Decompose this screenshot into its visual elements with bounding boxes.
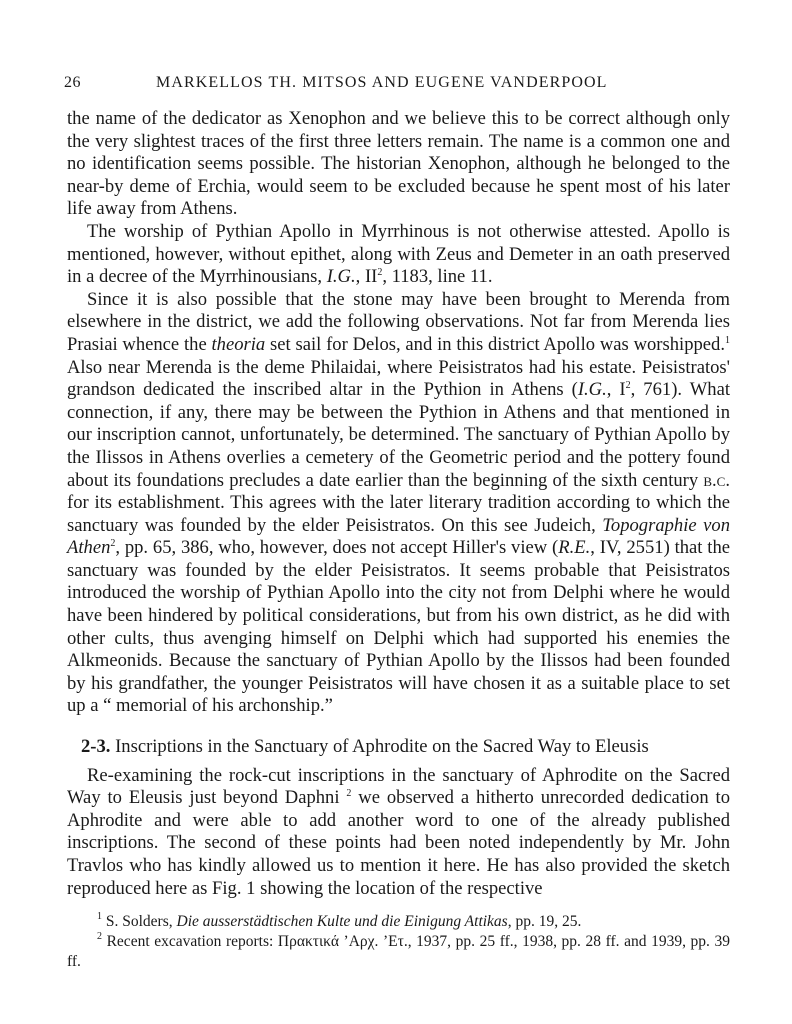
footnote-1: $^1$ S. Solders, Die ausserstädtischen Kulte und die Einigung Attikas, pp. 19, 25.	[97, 911, 582, 930]
footnote-marker: 2	[346, 788, 352, 800]
paragraph: the name of the dedicator as Xenophon and we believe this to be correct although only the very slightest traces of the first three letters remain. The name is a common one and no identification seems possible. The historian Xenophon, although he belonged to the near-by deme of Erchia, would seem to be excluded because he spent most of his later life away from Athens.	[67, 108, 730, 220]
ig-citation: I.G.	[326, 266, 356, 288]
section-title: Inscriptions in the Sanctuary of Aphrodite on the Sacred Way to Eleusis	[115, 736, 649, 758]
page-number: 26	[64, 74, 81, 91]
author-line: MARKELLOS TH. MITSOS AND EUGENE VANDERPOOL	[156, 74, 608, 91]
italic-term: theoria	[211, 333, 266, 355]
footnote-2: $^2$ Recent excavation reports: Πρακτικά ’Αρχ. ’Ετ., 1937, pp. 25 ff., 1938, pp. 28 ff. and 1939, pp. 39 ff.	[67, 931, 731, 970]
footnotes	[67, 912, 730, 972]
re-citation: R.E.	[558, 537, 591, 559]
ig-citation: I.G.	[577, 379, 607, 401]
greek-citation: Πρακτικά ’Αρχ. ’Ετ.	[277, 933, 408, 950]
book-title: Topographie von Athen	[67, 514, 730, 559]
paragraph: The worship of Pythian Apollo in Myrrhinous is not otherwise attested. Apollo is mentioned, however, without epithet, along with Zeus and Demeter in an oath preserved in a decree of the Myrrhinousians, I.G., $II^2$, 1183, line 11.	[67, 220, 730, 288]
paragraph: Since it is also possible that the stone may have been brought to Merenda from elsewhere in the district, we add the following observations. Not far from Merenda lies Prasiai whence the theoria set sail for Delos, and in this district Apollo was worshipped.$^1$ Also near Merenda is the deme Philaidai, where Peisistratos had his estate. Peisistratos' grandson dedicated the inscribed altar in the Pythion in Athens (I.G., $I^2$, 761). What connection, if any, there may be between the Pythion in Athens and that mentioned in our inscription cannot, unfortunately, be determined. The sanctuary of Pythian Apollo by the Ilissos in Athens overlies a cemetery of the Geometric period and the pottery found about its foundations precludes a date earlier than the beginning of the sixth century b.c. for its establishment. This agrees with the later literary tradition according to which the sanctuary was founded by the elder Peisistratos. On this see Judeich, Topographie von Athen$^2$, pp. 65, 386, who, however, does not accept Hiller's view (R.E., IV, 2551) that the sanctuary was founded by the elder Peisistratos. It seems probable that Peisistratos introduced the worship of Pythian Apollo into the city not from Delphi where he would have been hindered by political considerations, but from his own district, as he did with other cults, thus avenging himself on Delphi which had supported his enemies the Alkmeonids. Because the sanctuary of Pythian Apollo by the Ilissos had been founded by his grandfather, the younger Peisistratos will have chosen it as a suitable place to set up a “ memorial of his archonship.”	[67, 288, 730, 717]
running-head	[64, 74, 732, 98]
section-heading	[67, 736, 730, 759]
small-caps-bc: b.c.	[703, 469, 730, 491]
paragraph: Re-examining the rock-cut inscriptions in the sanctuary of Aphrodite on the Sacred Way to Eleusis just beyond Daphni $^2$ we observed a hitherto unrecorded dedication to Aphrodite and were able to add another word to one of the already published inscriptions. The second of these points had been noted independently by Mr. John Travlos who has kindly allowed us to mention it here. He has also provided the sketch reproduced here as Fig. 1 showing the location of the respective	[67, 764, 730, 899]
footnote-marker: 1	[724, 334, 730, 346]
main-text	[67, 108, 730, 900]
section-number: 2-3.	[81, 736, 111, 758]
